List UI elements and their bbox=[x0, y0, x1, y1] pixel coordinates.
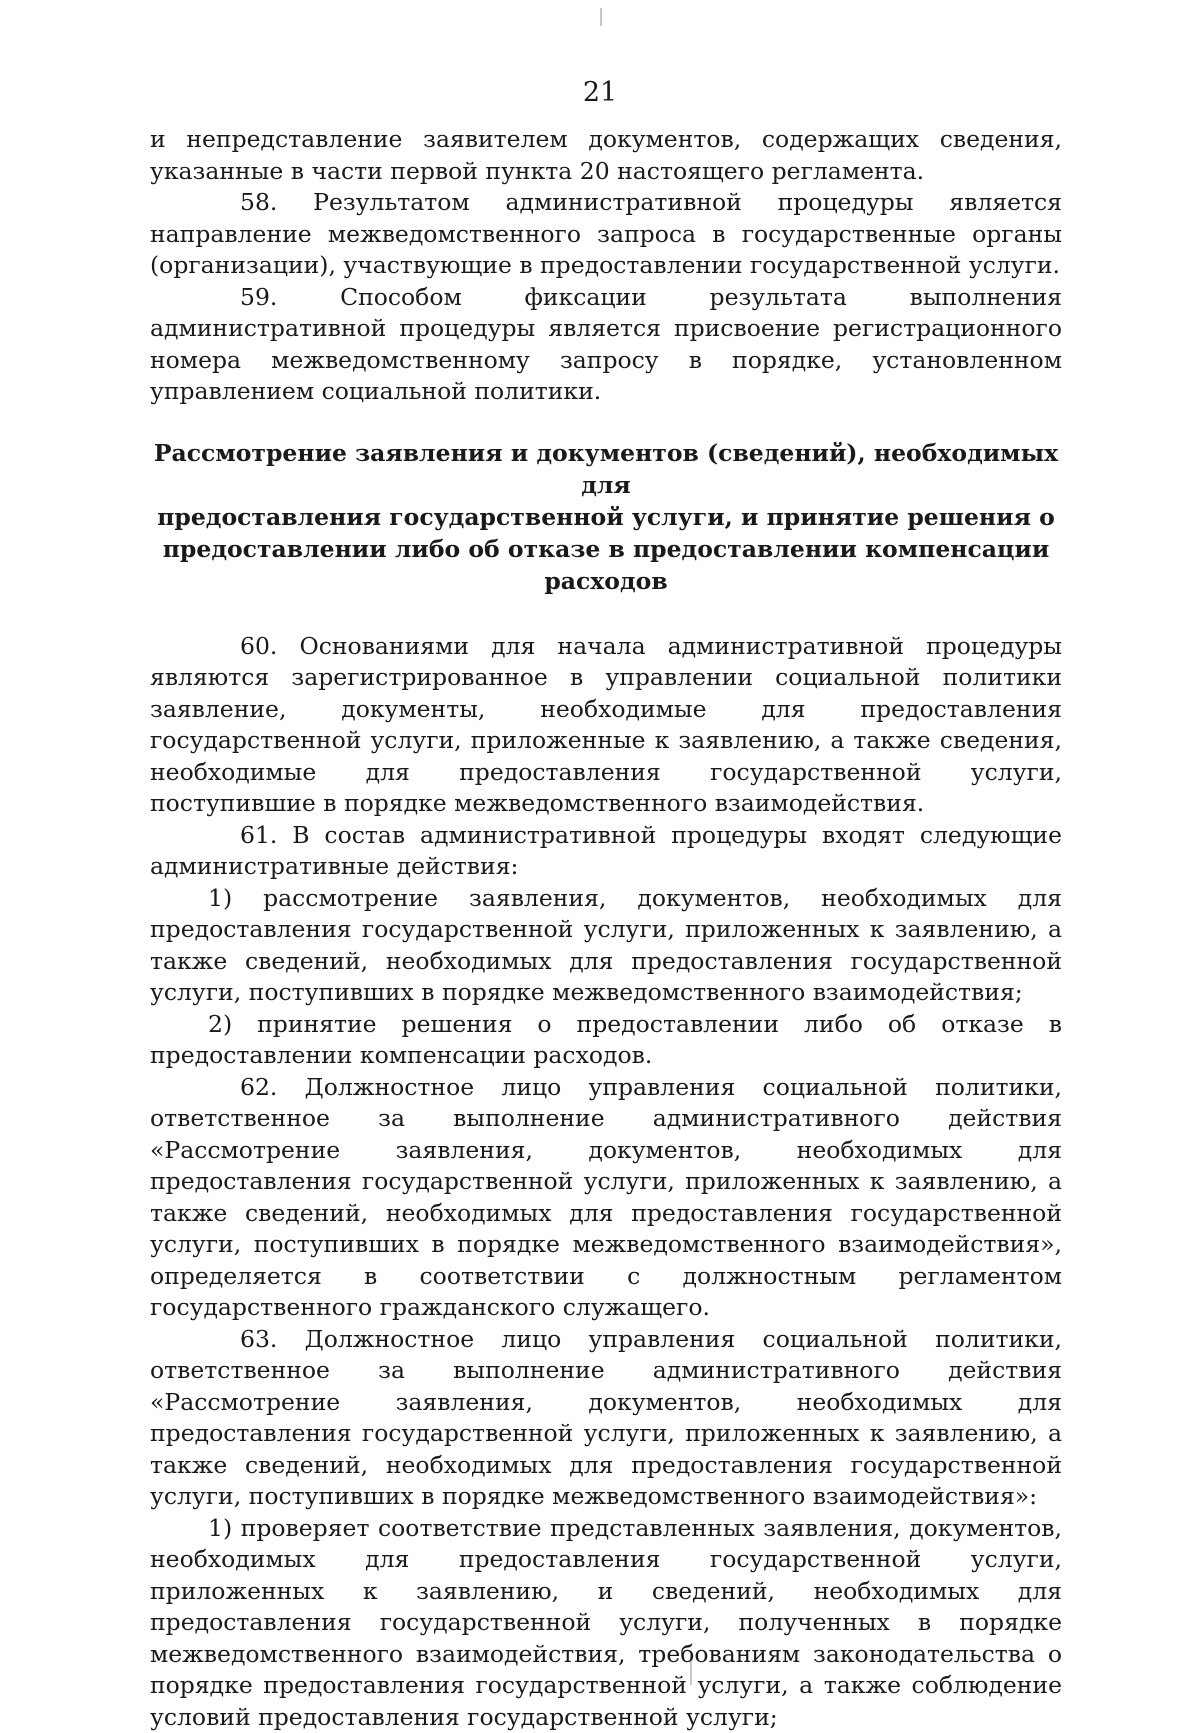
scan-mark-top bbox=[600, 8, 602, 26]
section-heading-line-3: предоставлении либо об отказе в предоставлении компенсации расходов bbox=[150, 533, 1062, 597]
document-body bbox=[150, 124, 1062, 1733]
paragraph-62: 62. Должностное лицо управления социальной политики, ответственное за выполнение административного действия «Рассмотрение заявления, документов, необходимых для предоставления государственной услуги, приложенных к заявлению, а также сведений, необходимых для предоставления государственной услуги, поступивших в порядке межведомственного взаимодействия», определяется в соответствии с должностным регламентом государственного гражданского служащего. bbox=[150, 1072, 1062, 1324]
paragraph-58: 58. Результатом административной процедуры является направление межведомственного запроса в государственные органы (организации), участвующие в предоставлении государственной услуги. bbox=[150, 187, 1062, 282]
page-number: 21 bbox=[0, 78, 1200, 108]
section-heading-line-1: Рассмотрение заявления и документов (сведений), необходимых для bbox=[150, 437, 1062, 501]
paragraph-59: 59. Способом фиксации результата выполнения административной процедуры является присвоение регистрационного номера межведомственному запросу в порядке, установленном управлением социальной политики. bbox=[150, 282, 1062, 408]
paragraph-63: 63. Должностное лицо управления социальной политики, ответственное за выполнение административного действия «Рассмотрение заявления, документов, необходимых для предоставления государственной услуги, приложенных к заявлению, а также сведений, необходимых для предоставления государственной услуги, поступивших в порядке межведомственного взаимодействия»: bbox=[150, 1324, 1062, 1513]
paragraph-61-item-2: 2) принятие решения о предоставлении либо об отказе в предоставлении компенсации расходов. bbox=[150, 1009, 1062, 1072]
paragraph-61-item-1: 1) рассмотрение заявления, документов, необходимых для предоставления государственной услуги, приложенных к заявлению, а также сведений, необходимых для предоставления государственной услуги, поступивших в порядке межведомственного взаимодействия; bbox=[150, 883, 1062, 1009]
paragraph-60: 60. Основаниями для начала административной процедуры являются зарегистрированное в управлении социальной политики заявление, документы, необходимые для предоставления государственной услуги, приложенные к заявлению, а также сведения, необходимые для предоставления государственной услуги, поступившие в порядке межведомственного взаимодействия. bbox=[150, 631, 1062, 820]
paragraph-continuation: и непредставление заявителем документов, содержащих сведения, указанные в части первой пункта 20 настоящего регламента. bbox=[150, 124, 1062, 187]
paragraph-63-item-1: 1) проверяет соответствие представленных заявления, документов, необходимых для предоставления государственной услуги, приложенных к заявлению, и сведений, необходимых для предоставления государственной услуги, полученных в порядке межведомственного взаимодействия, требованиям законодательства о порядке предоставления государственной услуги, а также соблюдение условий предоставления государственной услуги; bbox=[150, 1513, 1062, 1733]
section-heading-line-2: предоставления государственной услуги, и принятие решения о bbox=[150, 501, 1062, 533]
section-heading bbox=[150, 437, 1062, 597]
paragraph-61: 61. В состав административной процедуры входят следующие административные действия: bbox=[150, 820, 1062, 883]
